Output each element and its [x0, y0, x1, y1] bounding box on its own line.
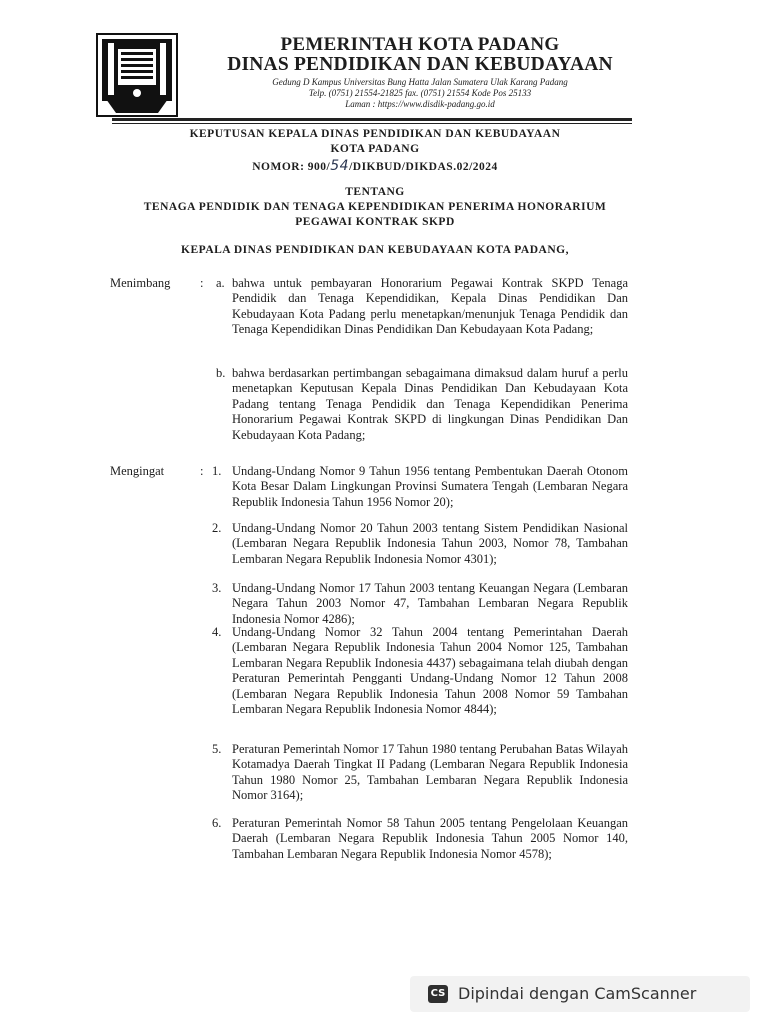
letterhead-phone: Telp. (0751) 21554-21825 fax. (0751) 21554 Kode Pos 25133 — [308, 88, 532, 98]
camscanner-icon: CS — [428, 985, 448, 1003]
menimbang-colon: : — [200, 276, 204, 290]
letterhead-divider-thin — [112, 123, 632, 124]
menimbang-item-a: bahwa untuk pembayaran Honorarium Pegawai Kontrak SKPD Tenaga Pendidik dan Tenaga Kependidikan, Kepala Dinas Pendidikan Dan Kebudayaan Kota Padang perlu menetapkan/menunjuk Tenaga Pendidik dan Tenaga Kependidikan Dinas Pendidikan Dan Kebudayaan Kota Padang; — [232, 276, 628, 337]
mengingat-marker-4: 4. — [212, 625, 222, 639]
letterhead-office: DINAS PENDIDIKAN DAN KEBUDAYAAN — [227, 54, 613, 75]
city-emblem-logo — [96, 33, 178, 117]
mengingat-marker-1: 1. — [212, 464, 222, 478]
mengingat-item-1: Undang-Undang Nomor 9 Tahun 1956 tentang Pembentukan Daerah Otonom Kota Besar Dalam Lingkungan Provinsi Sumatera Tengah (Lembaran Negara Republik Indonesia Tahun 1956 Nomor 20); — [232, 464, 628, 509]
menimbang-label: Menimbang — [110, 276, 171, 290]
mengingat-marker-5: 5. — [212, 742, 222, 756]
mengingat-item-3: Undang-Undang Nomor 17 Tahun 2003 tentang Keuangan Negara (Lembaran Negara Tahun 2003 Nomor 47, Tambahan Lembaran Negara Republik Indonesia Nomor 4286); — [232, 581, 628, 626]
decree-title: KEPUTUSAN KEPALA DINAS PENDIDIKAN DAN KEBUDAYAAN — [189, 128, 561, 140]
decree-number-suffix: /DIKBUD/DIKDAS.02/2024 — [349, 161, 498, 173]
decree-subject: TENAGA PENDIDIK DAN TENAGA KEPENDIDIKAN PENERIMA HONORARIUM — [143, 201, 607, 213]
decree-title-city: KOTA PADANG — [330, 143, 420, 155]
mengingat-item-6: Peraturan Pemerintah Nomor 58 Tahun 2005 tentang Pengelolaan Keuangan Daerah (Lembaran Negara Republik Indonesia Tahun 2005 Nomor 140, Tambahan Lembaran Negara Republik Indonesia Nomor 4578); — [232, 816, 628, 861]
menimbang-marker-a: a. — [216, 276, 225, 290]
mengingat-item-4: Undang-Undang Nomor 32 Tahun 2004 tentang Pemerintahan Daerah (Lembaran Negara Republik Indonesia Tahun 2004 Nomor 125, Tambahan Lembaran Negara Republik Indonesia 4437) sebagaimana telah diubah dengan Peraturan Pemerintah Pengganti Undang-Undang Nomor 12 Tahun 2008 (Lembaran Negara Republik Indonesia Tahun 2008 Nomor 59 Tambahan Lembaran Negara Republik Indonesia Nomor 4844); — [232, 625, 628, 717]
decree-number-prefix: NOMOR: 900/ — [252, 161, 331, 173]
letterhead-divider — [112, 118, 632, 121]
mengingat-label: Mengingat — [110, 464, 165, 478]
decree-subject-cont: PEGAWAI KONTRAK SKPD — [295, 216, 455, 228]
mengingat-item-5: Peraturan Pemerintah Nomor 17 Tahun 1980 tentang Perubahan Batas Wilayah Kotamadya Daerah Tingkat II Padang (Lembaran Negara Republik Indonesia Tahun 1980 Nomor 25, Tambahan Lembaran Negara Republik Indonesia Nomor 3164); — [232, 742, 628, 803]
menimbang-item-b: bahwa berdasarkan pertimbangan sebagaimana dimaksud dalam huruf a perlu menetapkan Keputusan Kepala Dinas Pendidikan Dan Kebudayaan Kota Padang tentang Tenaga Pendidik dan Tenaga Kependidikan Penerima Honorarium Pegawai Kontrak SKPD di lingkungan Dinas Pendidikan Dan Kebudayaan Kota Padang; — [232, 366, 628, 442]
mengingat-item-2: Undang-Undang Nomor 20 Tahun 2003 tentang Sistem Pendidikan Nasional (Lembaran Negara Republik Indonesia Tahun 2003, Nomor 78, Tambahan Lembaran Negara Republik Indonesia Nomor 4301); — [232, 521, 628, 566]
mengingat-colon: : — [200, 464, 204, 478]
handwritten-number: 54 — [330, 158, 350, 174]
decree-about: TENTANG — [345, 186, 405, 198]
letterhead-government: PEMERINTAH KOTA PADANG — [280, 34, 560, 55]
letterhead-website: Laman : https://www.disdik-padang.go.id — [345, 99, 495, 109]
mengingat-marker-3: 3. — [212, 581, 222, 595]
mengingat-marker-6: 6. — [212, 816, 222, 830]
letterhead-address: Gedung D Kampus Universitas Bung Hatta Jalan Sumatera Ulak Karang Padang — [272, 77, 568, 87]
decree-number — [105, 158, 645, 174]
camscanner-text: Dipindai dengan CamScanner — [458, 984, 697, 1003]
decree-authority: KEPALA DINAS PENDIDIKAN DAN KEBUDAYAAN KOTA PADANG, — [181, 244, 569, 256]
menimbang-marker-b: b. — [216, 366, 226, 380]
mengingat-marker-2: 2. — [212, 521, 222, 535]
